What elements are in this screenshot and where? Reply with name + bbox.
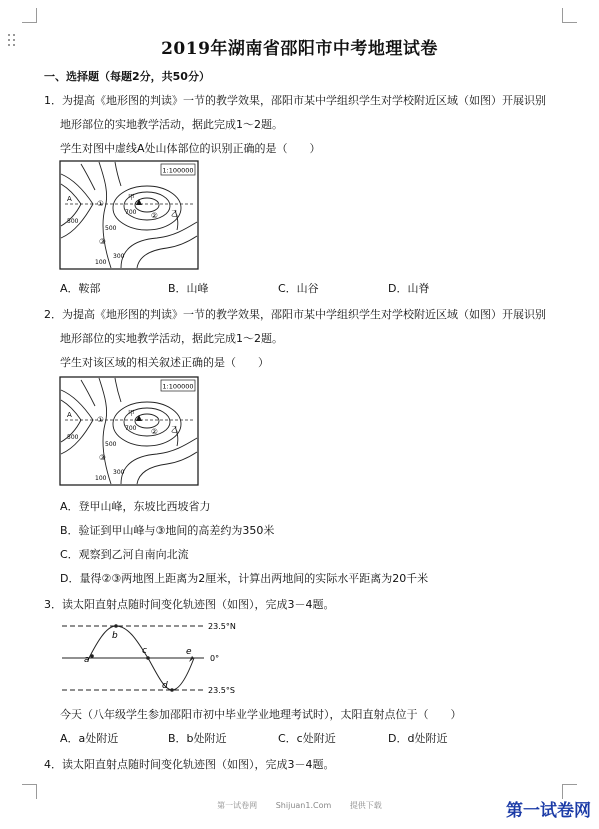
point-b: b [112,631,118,641]
map-label-1: ① [97,415,104,424]
q4-text: 4．读太阳直射点随时间变化轨迹图（如图），完成3－4题。 [44,758,335,771]
footer-site-name: 第一试卷网 [217,801,258,810]
q3-option-b[interactable]: B．b处附近 [168,732,227,745]
q1-option-b[interactable]: B．山峰 [168,282,209,295]
map-label-peak: 甲 [128,409,135,417]
map-label-2: ② [151,211,158,220]
map-contour-700: 700 [125,425,137,432]
map-label-1: ① [97,199,104,208]
q1-text: 1．为提高《地形图的判读》一节的教学效果，邵阳市某中学组织学生对学校附近区域（如图）开展识别 [44,94,546,107]
map-label-3: ③ [99,453,106,462]
map-label-a: A [67,411,72,419]
map-contour-100: 100 [95,259,107,266]
map-label-river: 乙 [171,426,178,434]
map-contour-300: 300 [113,469,125,476]
map-contour-100: 100 [95,475,107,482]
crop-mark [562,8,577,23]
map-contour-300: 300 [113,253,125,260]
q3-text: 3．读太阳直射点随时间变化轨迹图（如图），完成3－4题。 [44,598,335,611]
map-label-3: ③ [99,237,106,246]
q2-option-b[interactable]: B．验证到甲山峰与③地间的高差约为350米 [60,524,275,537]
q2-option-a[interactable]: A．登甲山峰，东坡比西坡省力 [60,500,211,513]
q3-stem: 今天（八年级学生参加邵阳市初中毕业学业地理考试时），太阳直射点位于（ ） [60,708,462,721]
q1-option-c[interactable]: C．山谷 [278,282,319,295]
map-scale: 1:100000 [162,166,194,175]
footer-site-url[interactable]: Shijuan1.Com [275,801,332,810]
crop-mark [22,8,37,23]
map-contour-500: 500 [105,441,117,448]
q3-option-a[interactable]: A．a处附近 [60,732,119,745]
q3-option-d[interactable]: D．d处附近 [388,732,448,745]
map-label-a: A [67,195,72,203]
q2-text: 2．为提高《地形图的判读》一节的教学效果，邵阳市某中学组织学生对学校附近区域（如图）开展识别 [44,308,546,321]
point-d: d [162,681,168,691]
map-contour-700: 700 [125,209,137,216]
map-contour-500: 500 [67,218,79,225]
point-a: a [84,655,90,665]
brand-watermark: 第一试卷网 [506,801,591,821]
section-heading: 一、选择题（每题2分，共50分） [44,70,210,83]
q1-option-d[interactable]: D．山脊 [388,282,430,295]
q1-stem: 学生对图中虚线A处山体部位的识别正确的是（ ） [60,142,321,155]
q2-option-d[interactable]: D．量得②③两地图上距离为2厘米，计算出两地间的实际水平距离为20千米 [60,572,429,585]
footer-note: 提供下载 [349,801,382,810]
page-title: 2019年湖南省邵阳市中考地理试卷 [161,39,438,59]
q3-option-c[interactable]: C．c处附近 [278,732,336,745]
q1-text-cont: 地形部位的实地教学活动，据此完成1～2题。 [60,118,283,131]
map-label-2: ② [151,427,158,436]
point-e: e [186,647,192,657]
sun-path-diagram [58,616,258,700]
point-c: c [142,646,147,656]
tropic-south-label: 23.5°S [208,686,235,695]
map-contour-500: 500 [105,225,117,232]
map-label-river: 乙 [171,210,178,218]
q2-option-c[interactable]: C．观察到乙河自南向北流 [60,548,189,561]
q2-text-cont: 地形部位的实地教学活动，据此完成1～2题。 [60,332,283,345]
map-label-peak: 甲 [128,193,135,201]
contour-map-2 [59,376,199,488]
q1-option-a[interactable]: A．鞍部 [60,282,101,295]
equator-label: 0° [210,654,220,663]
map-contour-500: 500 [67,434,79,441]
crop-mark [22,784,37,799]
map-scale: 1:100000 [162,382,194,391]
contour-map-1 [59,160,199,272]
q2-stem: 学生对该区域的相关叙述正确的是（ ） [60,356,269,369]
tropic-north-label: 23.5°N [208,622,236,631]
